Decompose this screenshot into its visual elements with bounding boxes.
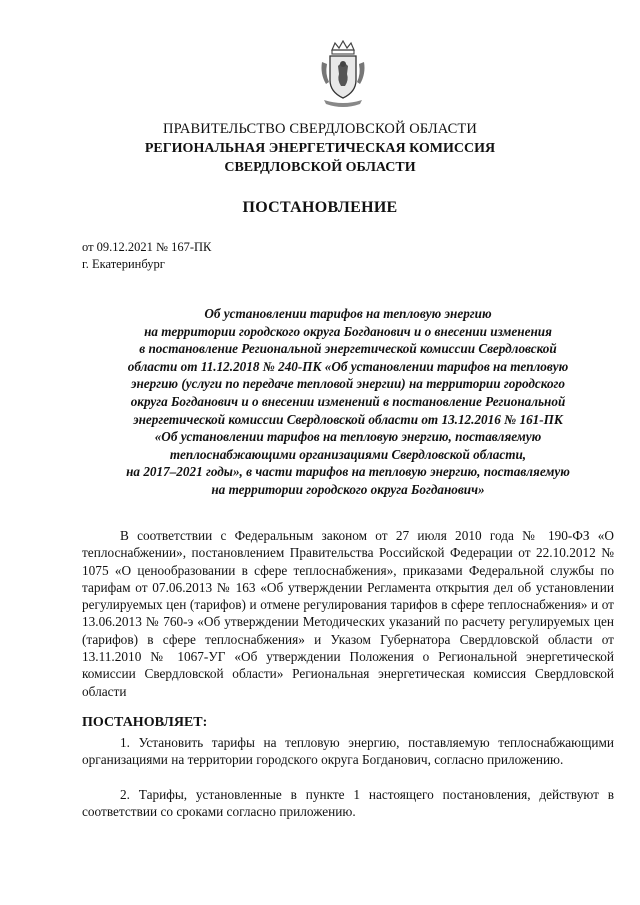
subject-line: на территории городского округа Богданович и о внесении изменения — [144, 323, 552, 339]
subject-line: на территории городского округа Богданович» — [211, 481, 485, 497]
decree-item-1: 1. Установить тарифы на тепловую энергию, поставляемую теплоснабжающими организациями на территории городского округа Богданович, согласно приложению. — [82, 735, 614, 768]
subject-line: на 2017–2021 годы», в части тарифов на тепловую энергию, поставляемую — [126, 464, 570, 480]
subject-line: энергетической комиссии Свердловской области от 13.12.2016 № 161-ПК — [133, 411, 563, 427]
subject-line: «Об установлении тарифов на тепловую энергию, поставляемую — [154, 429, 542, 445]
government-name: ПРАВИТЕЛЬСТВО СВЕРДЛОВСКОЙ ОБЛАСТИ — [163, 121, 477, 137]
decree-word: ПОСТАНОВЛЯЕТ: — [82, 715, 208, 730]
document-subject — [82, 305, 614, 499]
coat-of-arms-emblem — [318, 40, 368, 108]
subject-line: теплоснабжающими организациями Свердловской области, — [169, 446, 527, 462]
document-date-number: от 09.12.2021 № 167-ПК — [82, 240, 212, 254]
decree-item-2: 2. Тарифы, установленные в пункте 1 настоящего постановления, действуют в соответствии со сроками согласно приложению. — [82, 787, 614, 820]
commission-name-line1: РЕГИОНАЛЬНАЯ ЭНЕРГЕТИЧЕСКАЯ КОМИССИЯ — [144, 141, 496, 156]
subject-line: Об установлении тарифов на тепловую энергию — [204, 306, 492, 321]
document-type-title: ПОСТАНОВЛЕНИЕ — [242, 199, 398, 216]
subject-line: области от 11.12.2018 № 240-ПК «Об установлении тарифов на тепловую — [127, 358, 569, 374]
subject-line: округа Богданович и о внесении изменений в постановление Региональной — [130, 393, 566, 409]
commission-name-line2: СВЕРДЛОВСКОЙ ОБЛАСТИ — [224, 160, 416, 175]
subject-line: в постановление Региональной энергетической комиссии Свердловской — [139, 341, 557, 357]
document-city: г. Екатеринбург — [82, 257, 165, 271]
preamble-paragraph: В соответствии с Федеральным законом от 27 июля 2010 года № 190-ФЗ «О теплоснабжении», постановлением Правительства Российской Федерации от 22.10.2012 № 1075 «О ценообразовании в сфере теплоснабжения», приказами Федеральной службы по тарифам от 07.06.2013 № 163 «Об утверждении Регламента открытия дел об установлении регулируемых цен (тарифов) и отмене регулирования тарифов в сфере теплоснабжения» и от 13.06.2013 № 760-э «Об утверждении Методических указаний по расчету регулируемых цен (тарифов) в сфере теплоснабжения» и Указом Губернатора Свердловской области от 13.11.2010 № 1067-УГ «Об утверждении Положения о Региональной энергетической комиссии Свердловской области» Региональная энергетическая комиссия Свердловской области — [82, 528, 614, 699]
subject-line: энергию (услуги по передаче тепловой энергии) на территории городского — [130, 376, 566, 392]
